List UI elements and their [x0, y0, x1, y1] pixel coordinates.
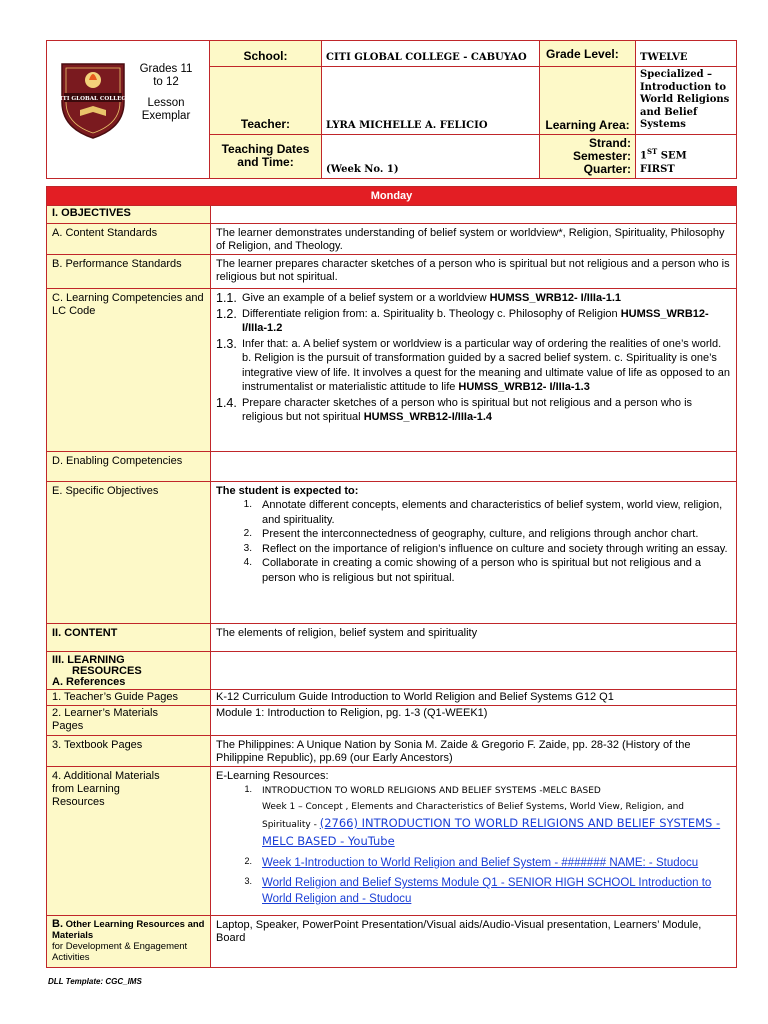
list-item: 1.2. Differentiate religion from: a. Spirituality b. Theology c. Philosophy of Religion HUMSS_WRB12- I/IIIa-1.2 [216, 306, 709, 334]
other-resources-sublabel: for Development & Engagement Activities [52, 941, 188, 963]
e-learning-intro: E-Learning Resources: [216, 770, 329, 782]
other-resources-text: Laptop, Speaker, PowerPoint Presentation/Visual aids/Audio-Visual presentation, Learners’ Module, Board [211, 916, 737, 968]
school-label: School: [210, 41, 322, 67]
list-item: 3. World Religion and Belief Systems Module Q1 - SENIOR HIGH SCHOOL Introduction to World Religion and - Studocu [216, 875, 731, 907]
competencies-list [216, 291, 731, 425]
specific-intro: The student is expected to: [216, 485, 359, 497]
strand-semester-quarter-label: Strand: Semester: Quarter: [540, 134, 636, 178]
week-value: (Week No. 1) [322, 134, 540, 178]
studocu-link-2[interactable]: World Religion and Belief Systems Module Q1 - SENIOR HIGH SCHOOL Introduction to World Religion and - Studocu [262, 877, 712, 905]
header-table [46, 40, 737, 179]
learners-materials-text: Module 1: Introduction to Religion, pg. 1-3 (Q1-WEEK1) [211, 706, 737, 736]
performance-standards-label: B. Performance Standards [47, 255, 211, 289]
resources-heading: RESOURCES [72, 665, 142, 677]
lesson-table [46, 186, 737, 968]
teachers-guide-label: 1. Teacher’s Guide Pages [47, 690, 211, 706]
learning-area-label: Learning Area: [540, 67, 636, 135]
teaching-dates-label: Teaching Dates and Time: [210, 134, 322, 178]
learning-competencies-label: C. Learning Competencies and LC Code [47, 289, 211, 452]
quarter-value: FIRST [640, 163, 675, 175]
studocu-link-1[interactable]: Week 1-Introduction to World Religion and Belief System - ####### NAME: - Studocu [262, 857, 699, 869]
learners-materials-label: 2. Learner’s Materials Pages [47, 706, 211, 736]
additional-materials-label: 4. Additional Materials from Learning Resources [47, 767, 211, 916]
semester-number: 1 [640, 150, 647, 162]
textbook-pages-text: The Philippines: A Unique Nation by Sonia M. Zaide & Gregorio F. Zaide, pp. 28-32 (History of the Philippine Republic), pp.69 (our Early Ancestors) [211, 736, 737, 767]
specific-objectives-list [216, 498, 731, 585]
semester-word: SEM [660, 150, 687, 162]
semester-superscript: ST [646, 147, 658, 157]
list-item: 1.4. Prepare character sketches of a person who is spiritual but not religious and a person who is religious but not spiritual HUMSS_WRB12-I/IIIa-1.4 [216, 395, 693, 423]
learning-area-value: Specialized – Introduction to World Religions and Belief Systems [636, 67, 737, 135]
youtube-link[interactable]: (2766) INTRODUCTION TO WORLD RELIGIONS AND BELIEF SYSTEMS -MELC BASED - YouTube [262, 816, 721, 848]
performance-standards-text: The learner prepares character sketches of a person who is spiritual but not religious and a person who is religious but not spiritual. [211, 255, 737, 289]
content-heading: II. CONTENT [47, 624, 211, 652]
objectives-heading: I. OBJECTIVES [47, 206, 211, 224]
logo-text: CITI GLOBAL COLLEGE [56, 96, 130, 102]
list-item: 1.3. Infer that: a. A belief system or worldview is a particular way of ordering the realities of one’s world. b. Religion is the pursuit of transformation guided by a sacred belief system. c. Spirituality is one’s integrative view of life. It involves a quest for the meaning and ultimate value of life as opposed to an instrumentalist or materialistic attitude to life HUMSS_WRB12- I/IIIa-1.3 [216, 336, 730, 393]
teacher-label: Teacher: [210, 67, 322, 135]
list-item: 2. Present the interconnectedness of geography, culture, and religions through anchor chart. [243, 528, 699, 540]
teacher-value: LYRA MICHELLE A. FELICIO [322, 67, 540, 135]
semester-quarter-value [636, 134, 737, 178]
grade-level-label: Grade Level: [540, 41, 636, 67]
grade-level-value: TWELVE [636, 41, 737, 67]
school-value: CITI GLOBAL COLLEGE - CABUYAO [322, 41, 540, 67]
grades-label: Grades 11 to 12 [139, 63, 193, 88]
content-standards-label: A. Content Standards [47, 224, 211, 255]
list-item: 1. INTRODUCTION TO WORLD RELIGIONS AND BELIEF SYSTEMS -MELC BASED Week 1 – Concept , Elements and Characteristics of Belief Systems, World View, Religion, and Spirituality - (2766) INTRODUCTION TO WORLD RELIGIONS AND BELIEF SYSTEMS -MELC BASED - YouTube [244, 784, 721, 848]
textbook-pages-label: 3. Textbook Pages [47, 736, 211, 767]
list-item: 3. Reflect on the importance of religion’s influence on culture and society through writing an essay. [243, 542, 728, 555]
learning-resources-heading: III. LEARNING [52, 654, 125, 666]
additional-resources-list [216, 783, 731, 907]
list-item: 1. Annotate different concepts, elements and characteristics of belief system, world view, religion, and spirituality. [243, 499, 723, 526]
other-resources-label: B. Other Learning Resources and Materials [52, 918, 205, 941]
list-item: 1.1. Give an example of a belief system or a worldview HUMSS_WRB12- I/IIIa-1.1 [216, 291, 622, 305]
content-text: The elements of religion, belief system and spirituality [211, 624, 737, 652]
list-item: 4. Collaborate in creating a comic showing of a person who is spiritual but not religious and a person who is religious but not spiritual. [243, 557, 702, 584]
doc-type-label: Lesson Exemplar [141, 97, 191, 122]
teachers-guide-text: K-12 Curriculum Guide Introduction to World Religion and Belief Systems G12 Q1 [211, 690, 737, 706]
enabling-competencies-label: D. Enabling Competencies [47, 452, 211, 482]
references-heading: A. References [52, 676, 126, 688]
list-item: 2. Week 1-Introduction to World Religion and Belief System - ####### NAME: - Studocu [244, 856, 699, 869]
footer-template-label: DLL Template: CGC_IMS [48, 977, 142, 986]
content-standards-text: The learner demonstrates understanding of belief system or worldview*, Religion, Spirituality, Philosophy of Religion, and Theology. [211, 224, 737, 255]
specific-objectives-label: E. Specific Objectives [47, 482, 211, 624]
day-banner: Monday [47, 187, 737, 206]
